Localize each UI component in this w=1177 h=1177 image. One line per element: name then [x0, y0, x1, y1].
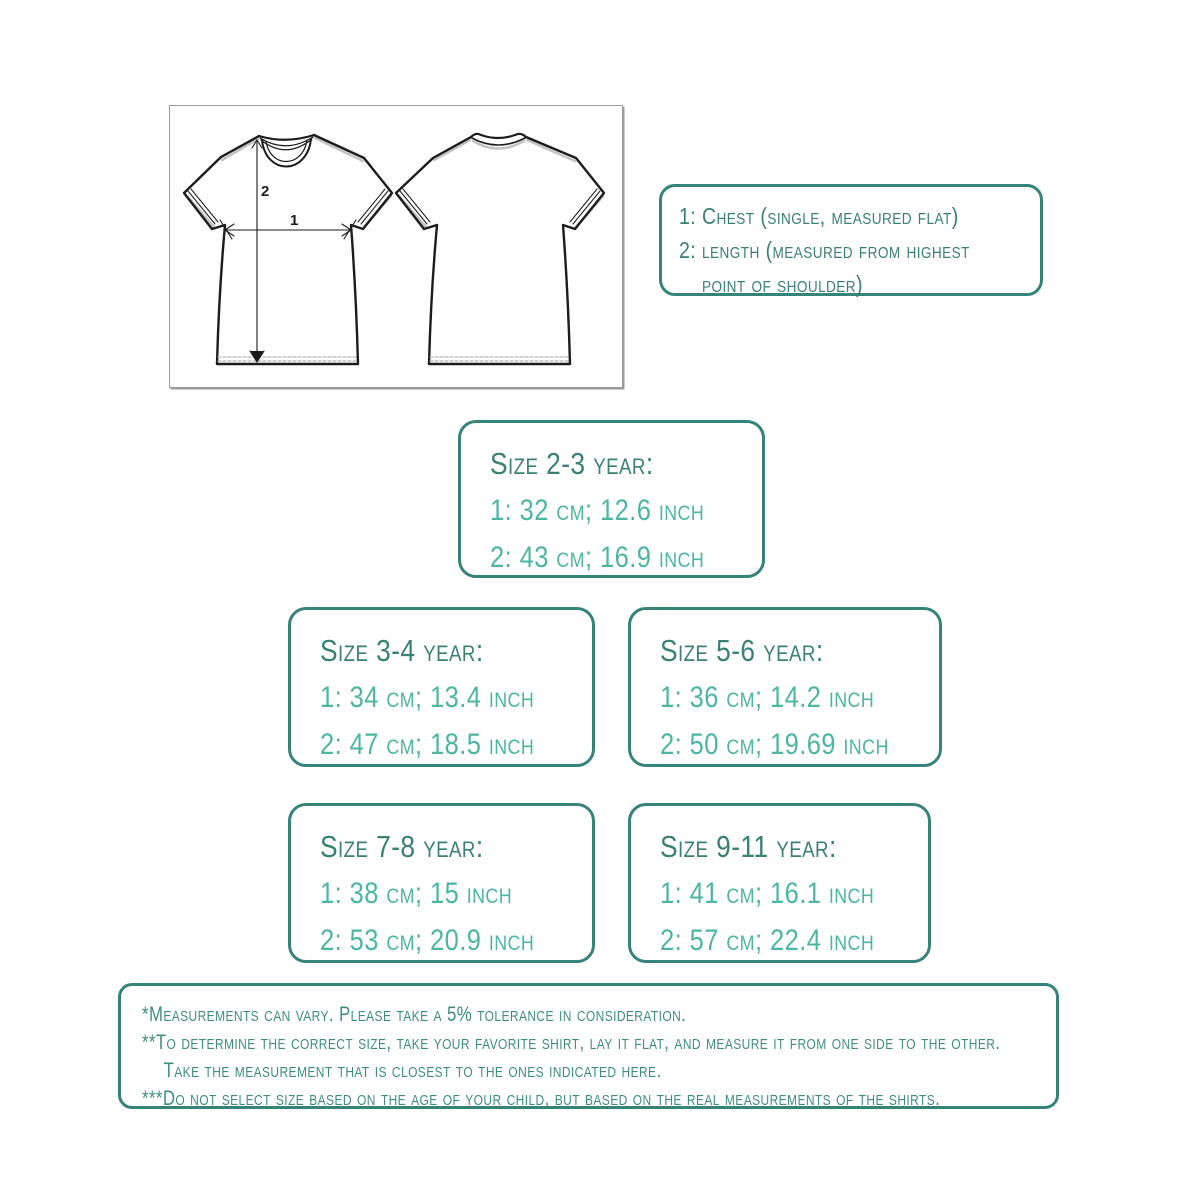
length-measurement: 2: 50 cm; 19.69 inch: [660, 728, 889, 761]
legend-chest-line: 1: Chest (single, measured flat): [679, 203, 959, 229]
size-title: Size 9-11 year:: [660, 829, 837, 864]
chest-measurement: 1: 41 cm; 16.1 inch: [660, 877, 875, 910]
tshirt-diagram-frame: [169, 105, 623, 388]
length-measurement: 2: 57 cm; 22.4 inch: [660, 924, 875, 957]
note-age-warning: ***Do not select size based on the age of your child, but based on the real measurements of the shirts.: [142, 1087, 941, 1110]
size-box-2-3-year: [458, 420, 765, 578]
front-tshirt-drawing: [184, 135, 392, 364]
size-title: Size 3-4 year:: [320, 633, 484, 668]
size-box-5-6-year: [628, 607, 942, 767]
size-title: Size 5-6 year:: [660, 633, 824, 668]
note-determine-size-cont: Take the measurement that is closest to the ones indicated here.: [163, 1059, 662, 1082]
legend-length-line-cont: point of shoulder): [701, 271, 863, 297]
tshirt-diagram: [170, 106, 622, 387]
size-box-3-4-year: [288, 607, 595, 767]
chest-measure-arrow: [220, 220, 356, 239]
length-measure-arrow: [250, 140, 264, 362]
chest-measurement: 1: 32 cm; 12.6 inch: [490, 494, 705, 527]
size-box-7-8-year: [288, 803, 595, 963]
length-measurement: 2: 43 cm; 16.9 inch: [490, 541, 705, 574]
chest-measurement: 1: 36 cm; 14.2 inch: [660, 681, 875, 714]
size-box-9-11-year: [628, 803, 931, 963]
measure-legend-box: [659, 184, 1043, 296]
back-tshirt-drawing: [396, 134, 604, 364]
length-measurement: 2: 53 cm; 20.9 inch: [320, 924, 535, 957]
chest-measurement: 1: 38 cm; 15 inch: [320, 877, 513, 910]
note-determine-size: **To determine the correct size, take your favorite shirt, lay it flat, and measure it from one side to the other.: [142, 1031, 1001, 1054]
measurement-notes-box: [118, 983, 1059, 1109]
chest-measure-label: 1: [290, 212, 299, 229]
legend-length-line: 2: length (measured from highest: [679, 237, 970, 263]
chest-measurement: 1: 34 cm; 13.4 inch: [320, 681, 535, 714]
length-measure-label: 2: [261, 183, 270, 200]
length-measurement: 2: 47 cm; 18.5 inch: [320, 728, 535, 761]
size-title: Size 7-8 year:: [320, 829, 484, 864]
size-title: Size 2-3 year:: [490, 446, 654, 481]
note-tolerance: *Measurements can vary. Please take a 5% tolerance in consideration.: [142, 1003, 687, 1026]
